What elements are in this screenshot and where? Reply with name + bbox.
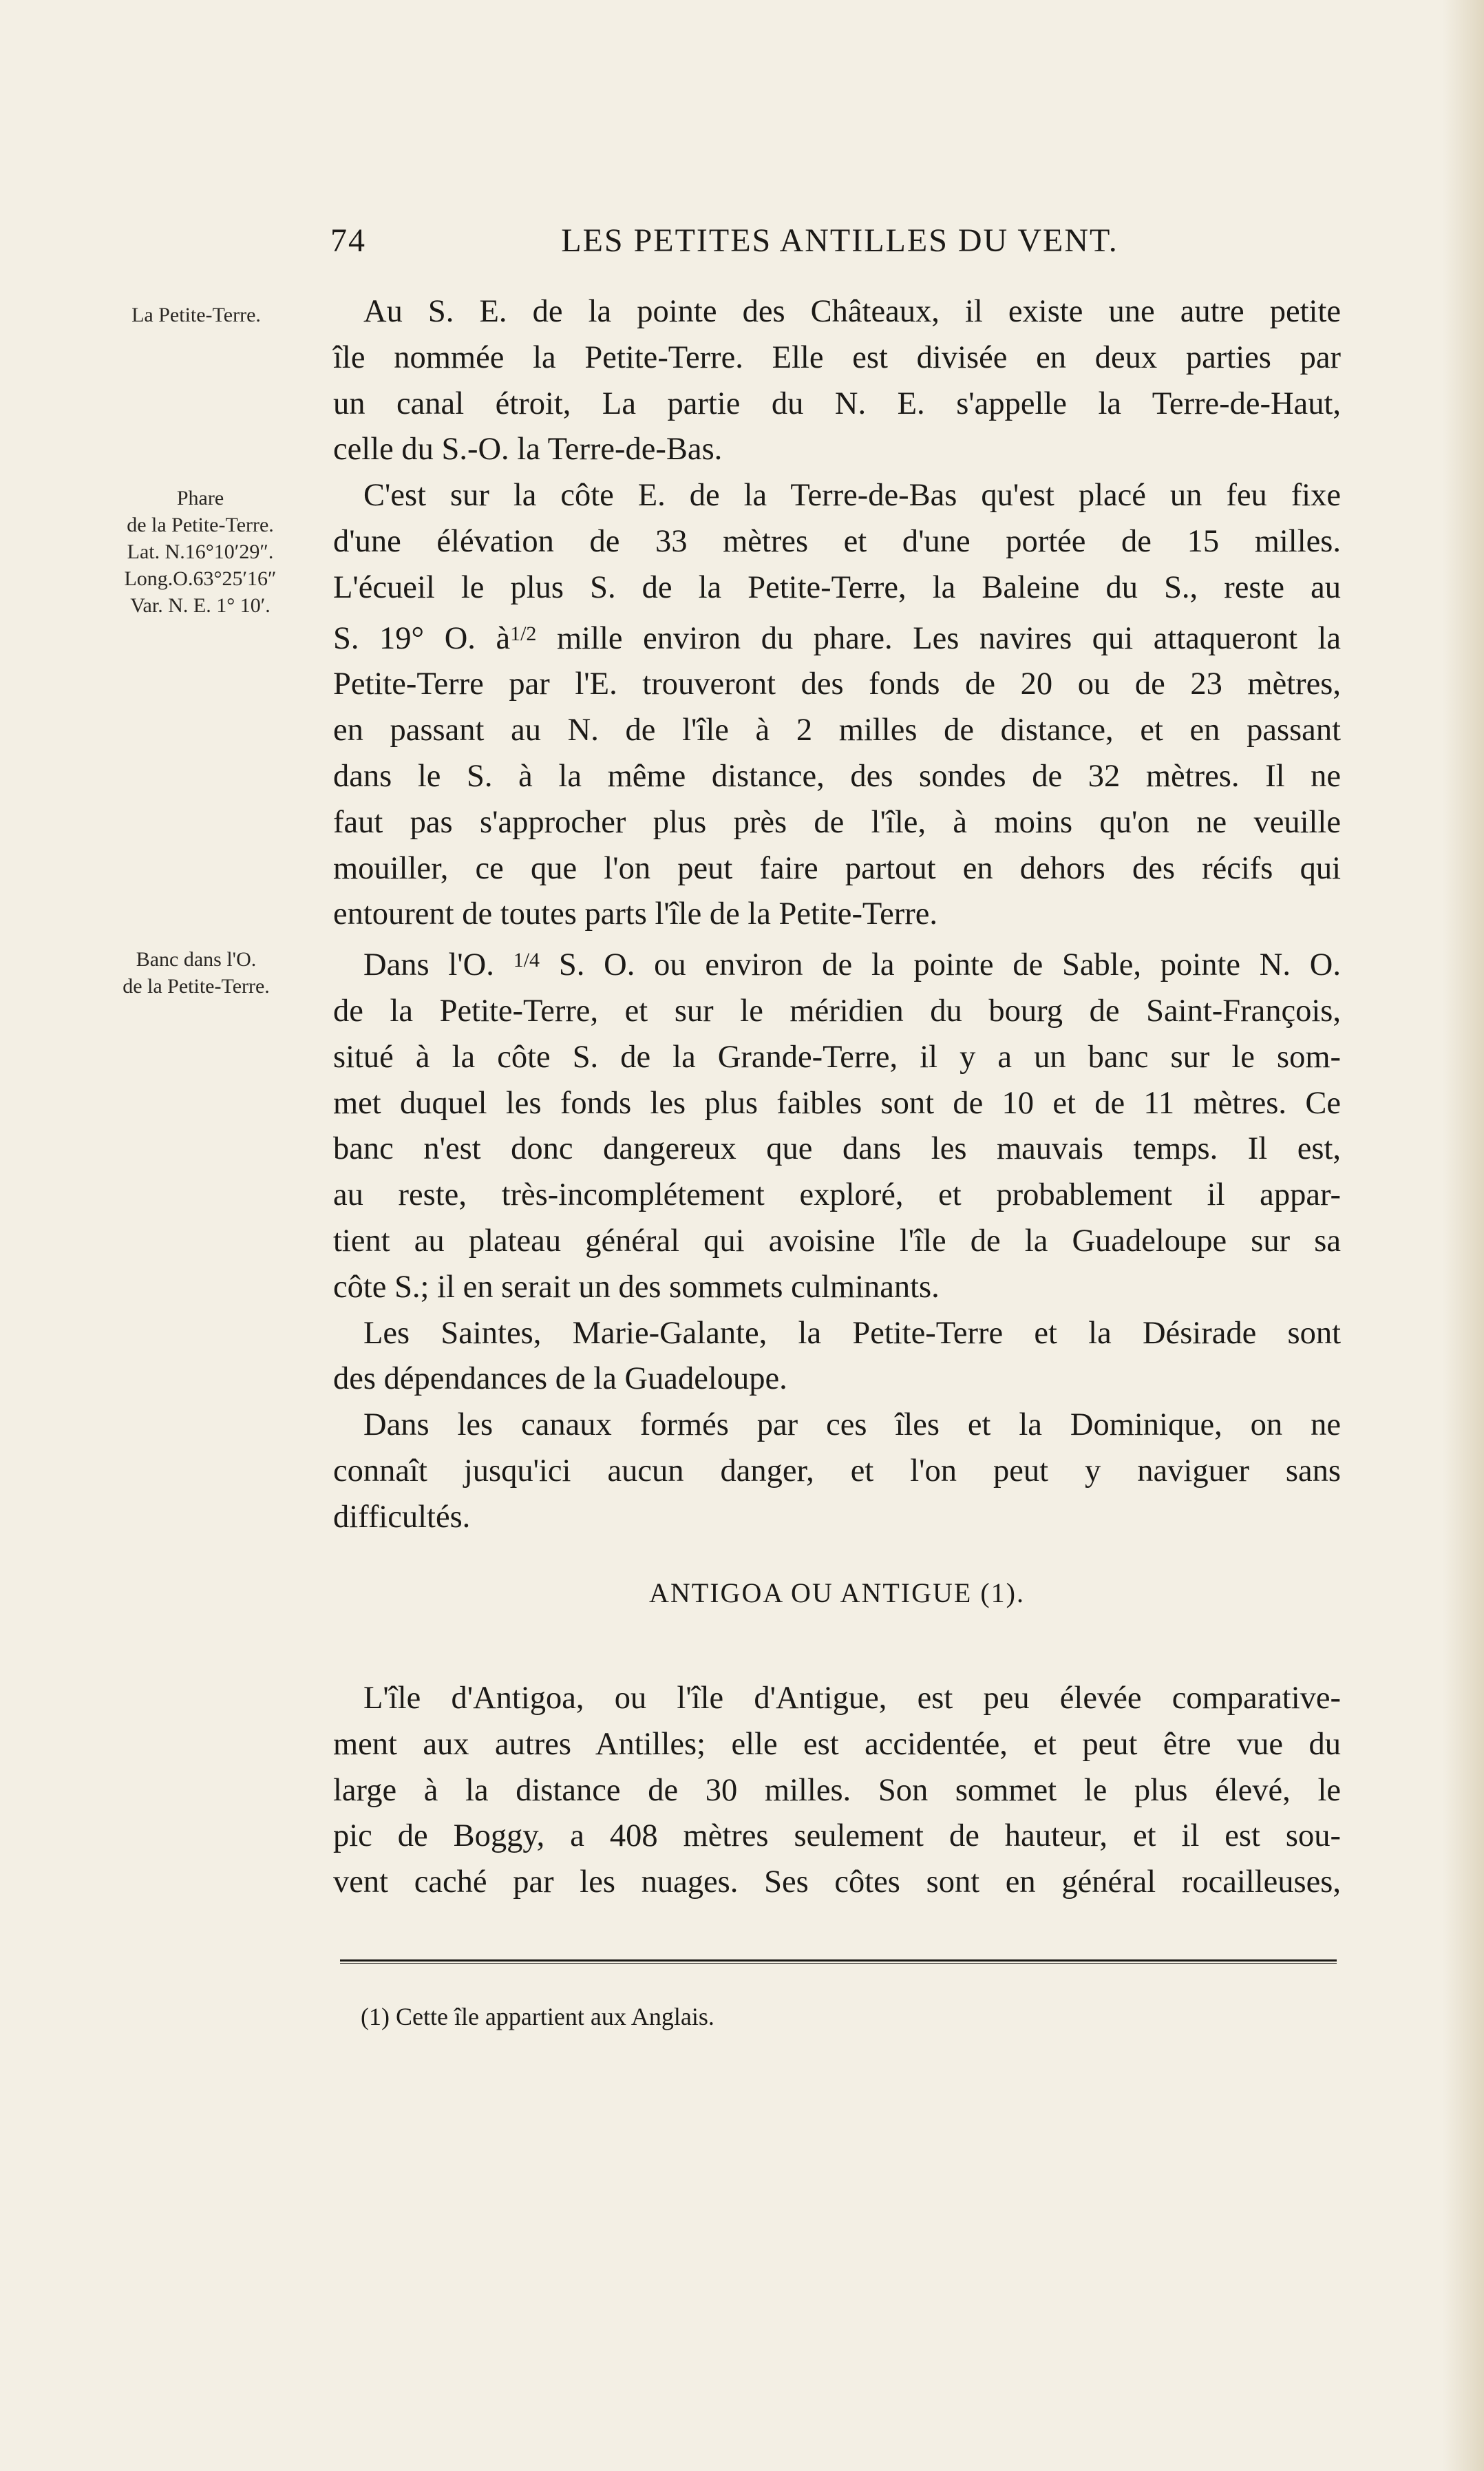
paragraph-canaux: Dans les canaux formés par ces îles et la Dominique, on ne connaît jusqu'ici aucun danger, et l'on peut y naviguer sans difficultés. [333,1407,1341,1535]
page-title: LES PETITES ANTILLES DU VENT. [561,222,1119,259]
page-number: 74 [330,222,366,259]
paragraph-banc: Dans l'O. $^{1/4}$ S. O. ou environ de la pointe de Sable, pointe N. O. de la Petite-Terre, et sur le méridien du bourg de Saint-François, situé à la côte S. de la Grande-Terre, il y a un banc sur le som- met duquel les fonds les plus faibles sont de 10 et de 11 mètres. Ce banc n'est donc dangereux que dans les mauvais temps. Il est, au reste, très-incomplétement exploré, et probablement il appar- tient au plateau général qui avoisine l'île de la Guadeloupe sur sa côte S.; il en serait un des sommets culminants. [333,938,1341,1310]
paragraph-petite-terre: Au S. E. de la pointe des Châteaux, il existe une autre petite île nommée la Petite-Terre. Elle est divisée en deux parties par un canal étroit, La partie du N. E. s'appelle la Terre-de-Haut, celle du S.-O. la Terre-de-Bas. [333,294,1341,467]
paragraph-dependances: Les Saintes, Marie-Galante, la Petite-Terre et la Désirade sont des dépendances de la Guadeloupe. [333,1315,1341,1397]
line-with-fraction: S. 19° O. $à^{1/2}$ mille environ du phare. Les navires qui attaqueront la [333,620,1341,656]
fraction-half: 1/2 [510,622,537,645]
line-with-fraction: Dans l'O. $^{1/4}$ S. O. ou environ de la pointe de Sable, pointe N. O. [363,947,1342,983]
paragraph-antigoa: L'île d'Antigoa, ou l'île d'Antigue, est peu élevée comparative- ment aux autres Antilles; elle est accidentée, et peut être vue du large à la distance de 30 milles. Son sommet le plus élevé, le pic de Boggy, a 408 mètres seulement de hauteur, et il est sou- vent caché par les nuages. Ses côtes sont en général rocailleuses, [333,1681,1341,1900]
page-edge [1443,0,1484,2471]
margin-note-petite-terre: La Petite-Terre. [131,304,261,326]
running-head [330,222,1349,270]
footnote: (1) Cette île appartient aux Anglais. [361,2003,714,2030]
fraction-quarter: 1/4 [513,949,540,972]
footnote-rule [340,1959,1337,1964]
margin-note-banc: Banc dans l'O. de la Petite-Terre. [123,948,270,998]
section-heading: ANTIGOA OU ANTIGUE (1). [649,1577,1025,1608]
paragraph-phare: C'est sur la côte E. de la Terre-de-Bas qu'est placé un feu fixe d'une élévation de 33 mètres et d'une portée de 15 milles. L'écueil le plus S. de la Petite-Terre, la Baleine du S., reste au S. 19° O. $à^{1/2}$ mille environ du phare. Les navires qui attaqueront la Petite-Terre par l'E. trouveront des fonds de 20 ou de 23 mètres, en passant au N. de l'île à 2 milles de distance, et en passant dans le S. à la même distance, des sondes de 32 mètres. Il ne faut pas s'approcher plus près de l'île, à moins qu'on ne veuille mouiller, ce que l'on peut faire partout en dehors des récifs qui entourent de toutes parts l'île de la Petite-Terre. [333,478,1341,932]
margin-note-phare: Phare de la Petite-Terre. Lat. N.16°10′29″. Long.O.63°25′16″ Var. N. E. 1° 10′. [124,487,277,617]
body-text [333,289,1341,1541]
